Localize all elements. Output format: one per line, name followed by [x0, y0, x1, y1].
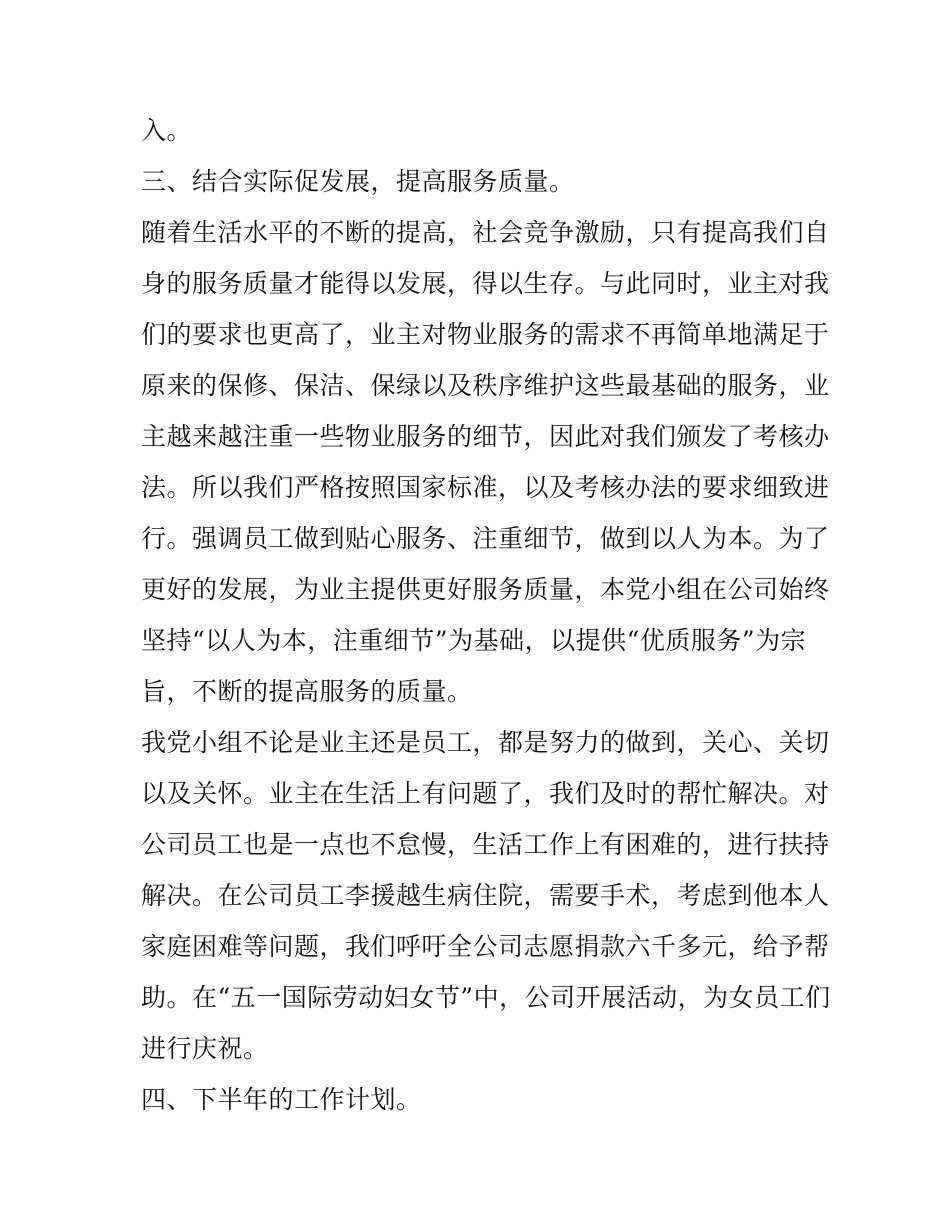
text-line: 主越来越注重一些物业服务的细节，因此对我们颁发了考核办 — [141, 422, 830, 451]
text-line: 法。所以我们严格按照国家标准，以及考核办法的要求细致进 — [141, 473, 830, 502]
text-line: 旨，不断的提高服务的质量。 — [141, 677, 473, 706]
text-line: 助。在“五一国际劳动妇女节”中，公司开展活动，为女员工们 — [141, 983, 831, 1012]
text-line: 解决。在公司员工李援越生病住院，需要手术，考虑到他本人 — [141, 881, 830, 910]
text-line: 原来的保修、保洁、保绿以及秩序维护这些最基础的服务，业 — [141, 371, 830, 400]
text-line: 行。强调员工做到贴心服务、注重细节，做到以人为本。为了 — [141, 524, 830, 553]
text-line: 们的要求也更高了，业主对物业服务的需求不再简单地满足于 — [141, 320, 830, 349]
text-line: 家庭困难等问题，我们呼吁全公司志愿捐款六千多元，给予帮 — [141, 932, 830, 961]
text-line: 公司员工也是一点也不怠慢，生活工作上有困难的，进行扶持 — [141, 830, 830, 859]
text-line: 入。 — [141, 116, 193, 145]
text-line: 随着生活水平的不断的提高，社会竞争激励，只有提高我们自 — [141, 218, 830, 247]
text-line: 以及关怀。业主在生活上有问题了，我们及时的帮忙解决。对 — [141, 779, 830, 808]
section-heading: 三、结合实际促发展，提高服务质量。 — [141, 167, 575, 196]
text-line: 进行庆祝。 — [141, 1034, 269, 1063]
section-heading: 四、下半年的工作计划。 — [141, 1085, 422, 1114]
text-line: 更好的发展，为业主提供更好服务质量，本党小组在公司始终 — [141, 575, 830, 604]
text-line: 我党小组不论是业主还是员工，都是努力的做到，关心、关切 — [141, 728, 830, 757]
text-line: 坚持“以人为本，注重细节”为基础，以提供“优质服务”为宗 — [141, 626, 807, 655]
text-line: 身的服务质量才能得以发展，得以生存。与此同时，业主对我 — [141, 269, 830, 298]
document-body — [141, 105, 831, 1125]
